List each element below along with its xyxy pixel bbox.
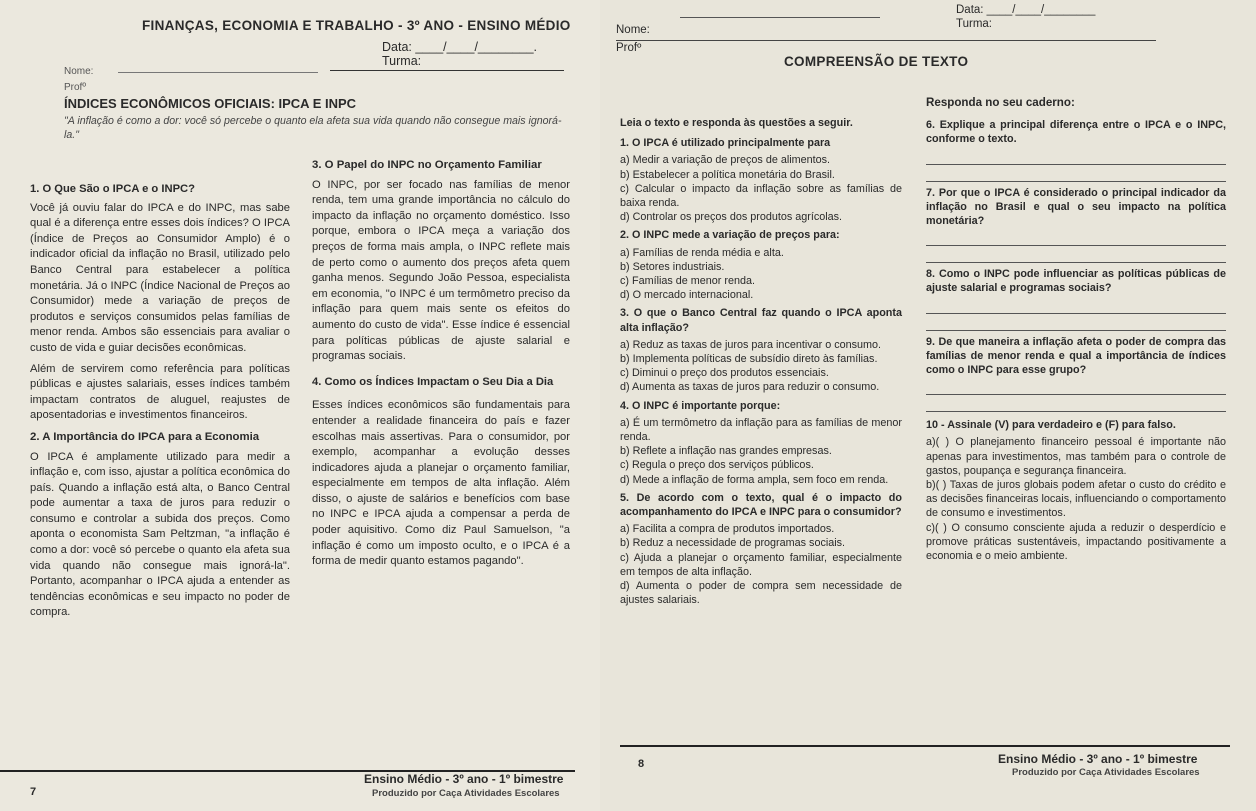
question-4: 4. O INPC é importante porque: bbox=[620, 399, 781, 412]
option[interactable]: b) Implementa políticas de subsídio direto às famílias. bbox=[620, 353, 878, 366]
question-5-options bbox=[620, 522, 902, 607]
answer-line[interactable] bbox=[926, 150, 1226, 165]
paragraph-5: Esses índices econômicos são fundamentais para entender a realidade financeira do país e fazer escolhas mais assertivas. Para o consumidor, por exemplo, acompanhar a evolução desses indicadores ajuda a planejar o orçamento familiar, especialmente em tempos de alta inflação. Além disso, o ajuste de salários e benefícios com base no INPC e IPCA ajuda a compensar a perda de poder aquisitivo. Como diz Paul Samuelson, "a inflação é como um imposto oculto, e o IPCA é a forma de medir quanto estamos pagando". bbox=[312, 399, 570, 568]
answer-line[interactable] bbox=[926, 380, 1226, 395]
name-field: Nome: bbox=[64, 66, 94, 77]
paragraph-4: O INPC, por ser focado nas famílias de menor renda, tem uma grande importância no cálculo do impacto da inflação no orçamento doméstico. Isso porque, embora o IPCA meça a variação dos preços de forma mais ampla, o INPC reflete mais de perto como o aumento dos preços afeta quem ganha menos. Segundo João Pessoa, especialista em economia, "o INPC é um termômetro preciso da inflação para quem mais sente os efeitos do aumento do custo de vida". Esse índice é essencial para políticas públicas de ajuste salarial e programas sociais. bbox=[312, 178, 570, 363]
heading-4: 4. Como os Índices Impactam o Seu Dia a Dia bbox=[312, 375, 554, 388]
teacher-field: Profº bbox=[64, 82, 86, 93]
answer-line[interactable] bbox=[926, 299, 1226, 314]
epigraph-quote: "A inflação é como a dor: você só percebe o quanto ela afeta sua vida quando não consegue mais ignorá-la." bbox=[64, 115, 562, 141]
left-page bbox=[0, 0, 620, 811]
option[interactable]: c) Ajuda a planejar o orçamento familiar, especialmente em tempos de alta inflação. bbox=[620, 551, 902, 578]
heading-3: 3. O Papel do INPC no Orçamento Familiar bbox=[312, 159, 542, 171]
instructions: Leia o texto e responda às questões a seguir. bbox=[620, 117, 853, 129]
option[interactable]: d) Aumenta o poder de compra sem necessidade de ajustes salariais. bbox=[620, 580, 902, 607]
question-2: 2. O INPC mede a variação de preços para: bbox=[620, 229, 840, 242]
text-column-2 bbox=[312, 152, 570, 575]
option[interactable]: b) Reduz a necessidade de programas sociais. bbox=[620, 537, 846, 550]
footer-producer-right: Produzido por Caça Atividades Escolares bbox=[1012, 767, 1200, 778]
question-10-options bbox=[926, 435, 1226, 563]
true-false-item[interactable]: b)( ) Taxas de juros globais podem afetar o custo do crédito e as decisões financeiras locais, influenciando o comportamento de consumo e investimentos. bbox=[926, 479, 1226, 520]
option[interactable]: b) Estabelecer a política monetária do Brasil. bbox=[620, 168, 835, 181]
option[interactable]: c) Calcular o impacto da inflação sobre as famílias de baixa renda. bbox=[620, 182, 902, 210]
option[interactable]: d) Controlar os preços dos produtos agrícolas. bbox=[620, 211, 843, 224]
right-page bbox=[600, 0, 1256, 811]
question-8: 8. Como o INPC pode influenciar as políticas públicas de ajuste salarial e programas sociais? bbox=[926, 268, 1226, 295]
question-3-options bbox=[620, 338, 902, 395]
question-6: 6. Explique a principal diferença entre o IPCA e o INPC, conforme o texto. bbox=[926, 119, 1226, 146]
text-column-1 bbox=[30, 178, 290, 626]
paragraph-2: Além de servirem como referência para políticas públicas e ajustes salariais, esses índices também impactam contratos de aluguel, reajustes de aposentadorias e investimentos financeiros. bbox=[30, 362, 290, 422]
heading-2: 2. A Importância do IPCA para a Economia bbox=[30, 430, 260, 443]
option[interactable]: a) Famílias de renda média e alta. bbox=[620, 246, 784, 259]
option[interactable]: d) Mede a inflação de forma ampla, sem foco em renda. bbox=[620, 473, 889, 486]
page-number-left: 7 bbox=[30, 786, 37, 798]
answer-line[interactable] bbox=[926, 231, 1226, 246]
name-field-right: Nome: bbox=[616, 24, 650, 36]
date-field: Data: ____/____/________. bbox=[382, 40, 537, 54]
true-false-item[interactable]: c)( ) O consumo consciente ajuda a reduzir o desperdício e promove práticas sustentáveis, impactando positivamente a economia e o meio ambiente. bbox=[926, 521, 1226, 563]
option[interactable]: d) Aumenta as taxas de juros para reduzir o consumo. bbox=[620, 381, 880, 394]
question-1-options bbox=[620, 153, 902, 224]
heading-1: 1. O Que São o IPCA e o INPC? bbox=[30, 183, 195, 195]
option[interactable]: c) Famílias de menor renda. bbox=[620, 275, 756, 288]
teacher-field-right: Profº bbox=[616, 42, 642, 54]
question-10: 10 - Assinale (V) para verdadeiro e (F) para falso. bbox=[926, 419, 1176, 432]
question-5: 5. De acordo com o texto, qual é o impacto do acompanhamento do IPCA e INPC para o consumidor? bbox=[620, 491, 902, 519]
question-1: 1. O IPCA é utilizado principalmente para bbox=[620, 137, 831, 150]
option[interactable]: a) Facilita a compra de produtos importados. bbox=[620, 523, 835, 536]
question-7: 7. Por que o IPCA é considerado o principal indicador da inflação no Brasil e qual o seu impacto na política monetária? bbox=[926, 186, 1226, 228]
section-title: ÍNDICES ECONÔMICOS OFICIAIS: IPCA E INPC bbox=[64, 96, 357, 111]
option[interactable]: d) O mercado internacional. bbox=[620, 289, 754, 302]
question-9: 9. De que maneira a inflação afeta o poder de compra das famílias de menor renda e qual a importância de índices como o INPC para esse grupo? bbox=[926, 335, 1226, 377]
option[interactable]: a) Medir a variação de preços de alimentos. bbox=[620, 154, 831, 167]
option[interactable]: c) Regula o preço dos serviços públicos. bbox=[620, 459, 814, 472]
answer-line[interactable] bbox=[926, 316, 1226, 331]
paragraph-1: Você já ouviu falar do IPCA e do INPC, mas sabe qual é a diferença entre esses dois índices? O IPCA (Índice de Preços ao Consumidor Amplo) é o indicador oficial da inflação no Brasil, utilizado pelo Banco Central para estabelecer a política monetária. Já o INPC (Índice Nacional de Preços ao Consumidor) mede a variação de preços de produtos e serviços consumidos pelas famílias de menor renda. Ambos são essenciais para avaliar o custo de vida e guiar decisões econômicas. bbox=[30, 201, 290, 354]
date-field-right: Data: ____/____/________ bbox=[956, 4, 1096, 16]
question-3: 3. O que o Banco Central faz quando o IPCA aponta alta inflação? bbox=[620, 307, 902, 334]
answer-line[interactable] bbox=[926, 248, 1226, 263]
paragraph-3: O IPCA é amplamente utilizado para medir a inflação e, com isso, ajustar a política econômica do país. Quando a inflação está alta, o Banco Central pode aumentar a taxa de juros para reduzir o consumo e controlar a subida dos preços. Como aponta o economista Sam Peltzman, "a inflação é como a dor: você só percebe o quanto ela afeta sua vida quando não consegue mais ignorá-la". Portanto, acompanhar o IPCA ajuda a entender as tendências econômicas e seu impacto no poder de compra. bbox=[30, 450, 290, 619]
open-questions-column bbox=[926, 92, 1226, 563]
footer-producer-left: Produzido por Caça Atividades Escolares bbox=[372, 788, 560, 799]
footer-level-right: Ensino Médio - 3º ano - 1º bimestre bbox=[998, 752, 1198, 766]
comprehension-title: COMPREENSÃO DE TEXTO bbox=[784, 54, 969, 69]
option[interactable]: b) Reflete a inflação nas grandes empresas. bbox=[620, 445, 832, 458]
answer-prompt: Responda no seu caderno: bbox=[926, 96, 1075, 109]
class-field: Turma: bbox=[382, 54, 422, 68]
option[interactable]: b) Setores industriais. bbox=[620, 260, 725, 273]
question-2-options bbox=[620, 246, 902, 303]
question-4-options bbox=[620, 416, 902, 487]
option[interactable]: a) É um termômetro da inflação para as famílias de menor renda. bbox=[620, 416, 902, 444]
worksheet-title: FINANÇAS, ECONOMIA E TRABALHO - 3º ANO - ENSINO MÉDIO bbox=[142, 18, 571, 33]
option[interactable]: c) Diminui o preço dos produtos essenciais. bbox=[620, 367, 829, 380]
option[interactable]: a) Reduz as taxas de juros para incentivar o consumo. bbox=[620, 338, 882, 351]
true-false-item[interactable]: a)( ) O planejamento financeiro pessoal é importante não apenas para investimentos, mas também para o controle de gastos, poupança e segurança financeira. bbox=[926, 436, 1226, 477]
footer-level-left: Ensino Médio - 3º ano - 1º bimestre bbox=[364, 772, 564, 786]
answer-line[interactable] bbox=[926, 397, 1226, 412]
questions-column bbox=[620, 112, 902, 608]
answer-line[interactable] bbox=[926, 167, 1226, 182]
page-number-right: 8 bbox=[638, 758, 645, 770]
class-field-right: Turma: bbox=[956, 18, 992, 30]
